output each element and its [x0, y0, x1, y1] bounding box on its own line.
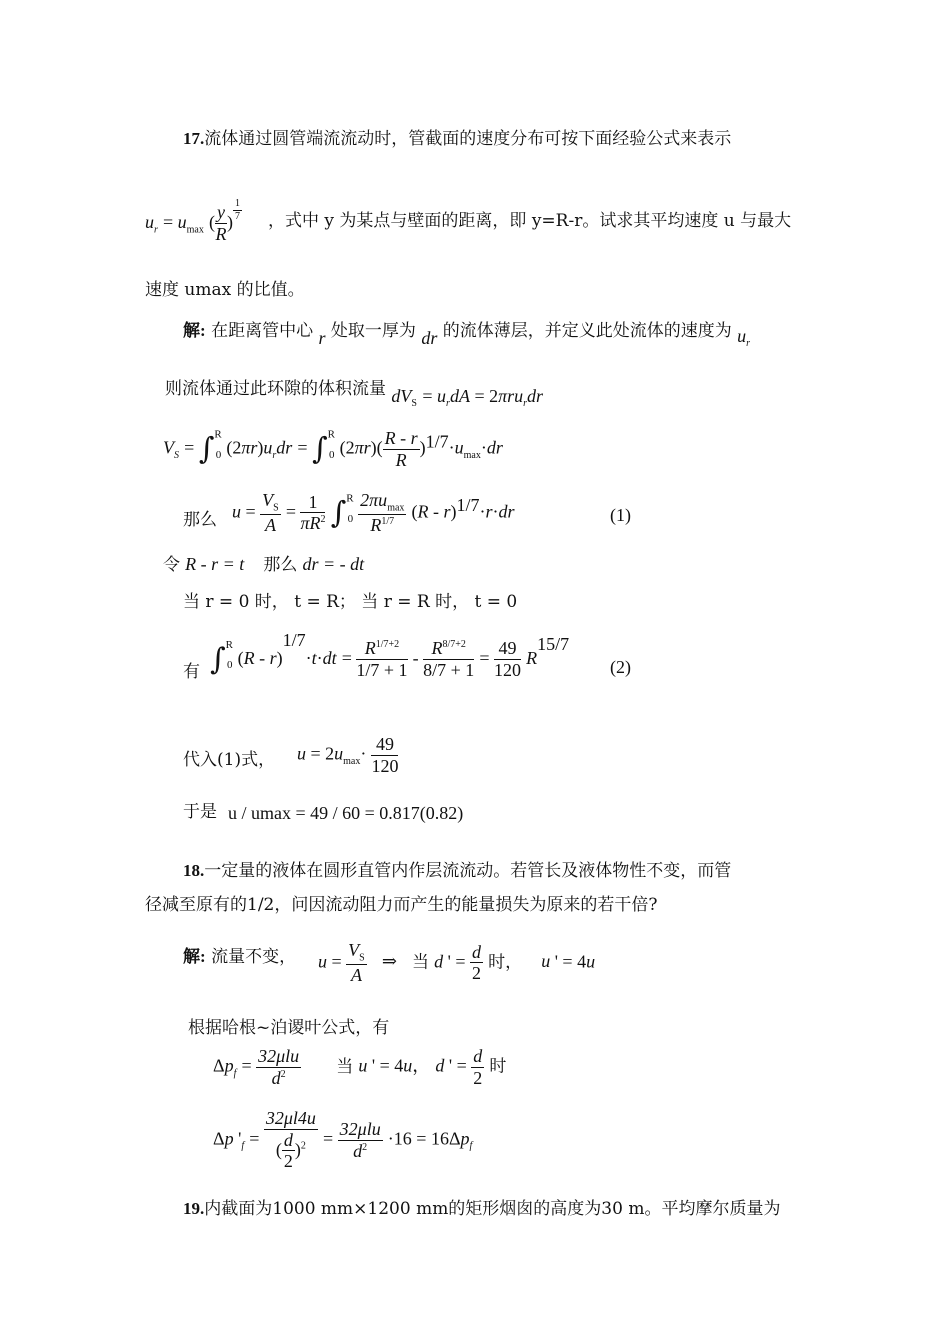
have-label: 有: [183, 662, 200, 682]
sol-text-b: 处取一厚为: [330, 321, 416, 341]
velocity-relation: u = $\frac{V_S}{A}$ ⇒ 当 d ' = $\frac{d}{2}$ 时， u ' = 4u: [318, 940, 596, 986]
pressure-drop-equation: $\Delta p_f$ = $\frac{\text{32μlu}}{d^2}$ 当 u ' = 4u， d ' = $\frac{d}{2}$ 时: [213, 1046, 507, 1088]
solution-label: 解:: [183, 321, 206, 340]
therefore-label: 于是: [183, 802, 217, 822]
flow-constant-text: 流量不变，: [211, 947, 297, 967]
then-label: 那么: [183, 510, 217, 530]
problem-17-line3: 速度 umax 的比值。: [145, 280, 305, 300]
problem-18-statement: [183, 856, 731, 881]
time2-label: 时: [489, 1056, 507, 1077]
problem-17-statement: [183, 124, 731, 149]
equation-1-tag: (1): [610, 505, 631, 525]
mean-velocity-equation: u = $\frac{V_S}{A}$ = $\frac{1}{\pi R^2}$ ∫$^R_0$ $\frac{2\pi u_{max}}{R^{1/7}}$ (R - r)$^{1/7}$·r·dr: [232, 490, 515, 536]
sol-text-c: 的流体薄层，并定义此处流体的速度为: [442, 321, 732, 341]
let-label: 令: [163, 555, 180, 575]
problem-18-line2: 径减至原有的1/2，问因流动阻力而产生的能量损失为原来的若干倍?: [145, 895, 658, 915]
problem-18-number: 18.: [183, 861, 205, 880]
boundary-conditions: 当 r = 0 时， t = R； 当 r = R 时， t = 0: [183, 592, 518, 612]
problem-19-statement: [183, 1194, 780, 1219]
problem-17-line1: 流体通过圆管端流流动时，管截面的速度分布可按下面经验公式来表示: [204, 129, 732, 149]
vs-integral-equation: $V_S = \int^R_0$ $(2\pi r)u_rdr = \int^R_0$ (2πr)( $\frac{R - r}{R}$ )$^{1/7}\cdot u_{max}\cdot dr$: [163, 428, 503, 470]
problem-19-line1: 内截面为1000 mm×1200 mm的矩形烟囱的高度为30 m。平均摩尔质量为: [204, 1199, 781, 1219]
solution-17-line2: 则流体通过此环隙的体积流量 $dV_S = u_rdA = 2\pi ru_rdr$: [165, 379, 544, 409]
sol-text-a: 在距离管中心: [211, 321, 314, 341]
volume-flow-text: 则流体通过此环隙的体积流量: [165, 379, 386, 399]
time-label: 时，: [488, 952, 523, 973]
when2-label: 当: [336, 1056, 354, 1077]
new-pressure-drop-equation: Δp '$_f$ = 32μl4u ( $\frac{d}{2}$ )$^2$ = $\frac{\text{32μlu}}{d^2}$ $\cdot 16 = 16\Delta p_f$: [213, 1108, 473, 1172]
solution-18-line1: [183, 942, 296, 967]
final-ratio-result: u / umax = 49 / 60 = 0.817(0.82): [228, 803, 464, 823]
problem-17-number: 17.: [183, 129, 205, 148]
velocity-distribution-formula: $u_r = u_{max}$ ( $\frac{y}{R}$ ) $^{\frac{1}{7}}$: [145, 198, 240, 245]
substituted-equation: $u = 2u_{max}\cdot$ $\frac{49}{120}$: [297, 734, 399, 776]
solution-17-line1: 解: 在距离管中心 r 处取一厚为 dr 的流体薄层，并定义此处流体的速度为 $u_r$: [183, 321, 751, 349]
when-label: 当: [412, 952, 429, 973]
problem-17-line2: ，式中 y 为某点与壁面的距离，即 y=R-r。试求其平均速度 u 与最大: [268, 211, 792, 231]
problem-18-line1: 一定量的液体在圆形直管内作层流流动。若管长及液体物性不变，而管: [204, 861, 732, 881]
equation-2-tag: (2): [610, 657, 631, 677]
then2-label: 那么: [263, 555, 298, 575]
substitute-label: 代入(1)式，: [183, 750, 276, 770]
integral-result-equation: ∫$^R_0$ (R - r)$^{1/7}$·t·dt = $\frac{R^{1/7+2}}{1/7 + 1}$ - $\frac{R^{8/7+2}}{8/7 + 1}$ = $\frac{49}{120}$ $R^{15/7}$: [210, 630, 570, 680]
substitution-line: 令 R - r = t 那么 dr = - dt: [163, 554, 365, 575]
solution-18-label: 解:: [183, 947, 206, 966]
problem-19-number: 19.: [183, 1199, 205, 1218]
hagen-poiseuille-line: 根据哈根~泊谡叶公式，有: [188, 1018, 390, 1038]
